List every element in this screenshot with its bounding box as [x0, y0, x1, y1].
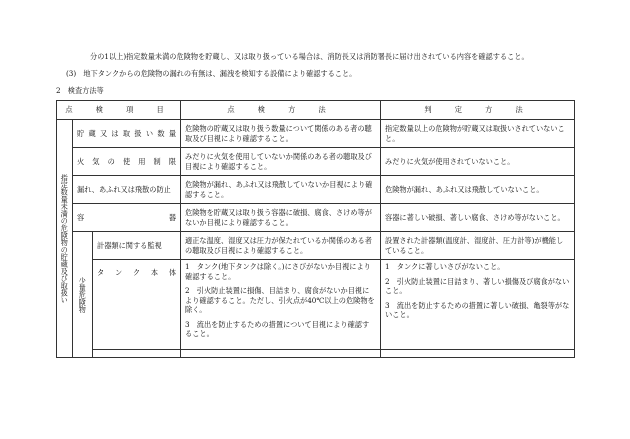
row-item: 容器: [73, 204, 181, 232]
header-method: 点 検 方 法: [181, 101, 381, 120]
judgment-step: 1 タンクに著しいさびがないこと。: [385, 262, 505, 271]
table-header-row: [57, 101, 575, 120]
row-method: 適正な温度、湿度又は圧力が保たれているか関係のある者の聴取及び目視により確認すること。: [181, 232, 381, 260]
table-row-continued: [57, 350, 575, 358]
row-item: タンク本体: [93, 260, 181, 350]
inspection-table: [56, 100, 575, 358]
row-method: 危険物が漏れ、あふれ又は飛散していないか目視により確認すること。: [181, 176, 381, 204]
method-step: 3 流出を防止するための措置について目視により確認すること。: [185, 319, 370, 338]
subgroup-label: 少量危険物: [73, 232, 93, 358]
row-judgment: 設置された計器類(温度計、湿度計、圧力計等)が機能していること。: [381, 232, 575, 260]
section-heading: 2 検査方法等: [56, 86, 104, 95]
judgment-step: 3 流出を防止するための措置に著しい破損、亀裂等がないこと。: [385, 300, 570, 319]
row-judgment: みだりに火気が使用されていないこと。: [381, 148, 575, 176]
row-judgment: 危険物が漏れ、あふれ又は飛散していないこと。: [381, 176, 575, 204]
table-row: [57, 232, 575, 260]
method-step: 1 タンク(地下タンクは除く。)にさびがないか目視により確認すること。: [185, 262, 371, 281]
header-judgment: 判 定 方 法: [381, 101, 575, 120]
row-item: 漏れ、あふれ又は飛散の防止: [73, 176, 181, 204]
row-method: 危険物を貯蔵又は取り扱う容器に破損、腐食、さけめ等がないか目視により確認すること。: [181, 204, 381, 232]
row-item-continued: [93, 350, 181, 358]
row-method: [181, 260, 381, 350]
row-method-continued: [181, 350, 381, 358]
row-item: 計器類に関する監視: [93, 232, 181, 260]
row-judgment: 指定数量以上の危険物が貯蔵又は取扱いされていないこと。: [381, 120, 575, 148]
judgment-step: 2 引火防止装置に目詰まり、著しい損傷及び腐食がないこと。: [385, 276, 570, 295]
row-judgment: [381, 260, 575, 350]
method-step: 2 引火防止装置に損傷、目詰まり、腐食がないか目視により確認すること。ただし、引火点が40℃以上の危険物を除く。: [185, 286, 375, 314]
intro-line-2: (3) 地下タンクからの危険物の漏れの有無は、漏洩を検知する設備により確認すること。: [66, 69, 357, 78]
table-row: [57, 204, 575, 232]
header-item: 点 検 項 目: [57, 101, 181, 120]
row-method: 危険物の貯蔵又は取り扱う数量について関係のある者の聴取及び目視により確認すること。: [181, 120, 381, 148]
table-row: [57, 148, 575, 176]
row-method: みだりに火気を使用していないか関係のある者の聴取及び目視により確認すること。: [181, 148, 381, 176]
table-row: [57, 260, 575, 350]
row-item: 火気の使用制限: [73, 148, 181, 176]
intro-line-1: 分の1以上)指定数量未満の危険物を貯蔵し、又は取り扱っている場合は、消防長又は消防署長に届け出されている内容を確認すること。: [90, 52, 529, 61]
table-row: [57, 176, 575, 204]
group-label: 指定数量未満の危険物の貯蔵及び取扱い: [57, 120, 73, 358]
row-judgment: 容器に著しい破損、著しい腐食、さけめ等がないこと。: [381, 204, 575, 232]
row-judgment-continued: [381, 350, 575, 358]
row-item: 貯蔵又は取扱い数量: [73, 120, 181, 148]
table-row: [57, 120, 575, 148]
